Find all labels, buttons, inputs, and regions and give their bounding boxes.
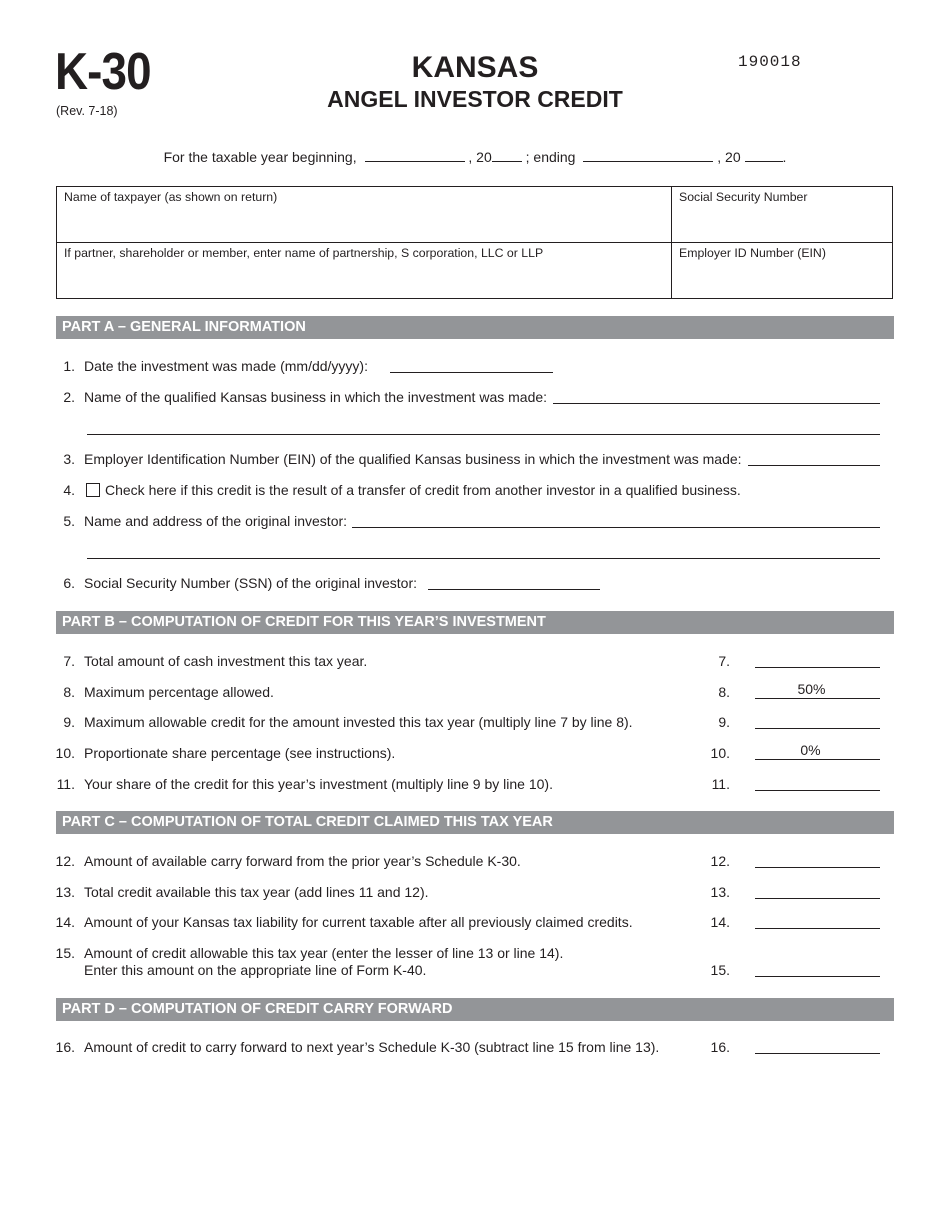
- line-16-ref: 16.: [710, 1039, 730, 1055]
- year-end-century: , 20: [717, 149, 741, 165]
- form-revision: (Rev. 7-18): [56, 104, 118, 118]
- line-number: 15.: [55, 945, 75, 961]
- line-15-field[interactable]: [755, 960, 880, 977]
- part-b-heading: PART B – COMPUTATION OF CREDIT FOR THIS YEAR’S INVESTMENT: [56, 611, 894, 634]
- line-6-label: Social Security Number (SSN) of the original investor:: [84, 575, 418, 591]
- line-number: 1.: [63, 358, 75, 374]
- line-11-field[interactable]: [755, 774, 880, 791]
- year-end-field[interactable]: [583, 149, 713, 162]
- ein-field[interactable]: [672, 243, 893, 299]
- line-7-field[interactable]: [755, 651, 880, 668]
- line-14-field[interactable]: [755, 912, 880, 929]
- line-13-label: Total credit available this tax year (add lines 11 and 12).: [84, 884, 429, 900]
- line-8-label: Maximum percentage allowed.: [84, 684, 274, 700]
- line-number: 10.: [55, 745, 75, 761]
- line-5-field-continued[interactable]: [87, 558, 880, 559]
- taxpayer-name-field[interactable]: [57, 187, 672, 243]
- line-12-field[interactable]: [755, 851, 880, 868]
- taxable-year-prefix: For the taxable year beginning,: [163, 149, 357, 165]
- line-10-field[interactable]: 0%: [755, 743, 880, 760]
- line-number: 4.: [63, 482, 75, 498]
- form-code: 190018: [738, 53, 802, 71]
- part-a-heading: PART A – GENERAL INFORMATION: [56, 316, 894, 339]
- year-ending-label: ; ending: [525, 149, 576, 165]
- line-16-label: Amount of credit to carry forward to next year’s Schedule K-30 (subtract line 15 from line 13).: [84, 1039, 660, 1055]
- line-6-field[interactable]: [428, 589, 600, 590]
- partnership-name-field[interactable]: [57, 243, 672, 299]
- line-13-field[interactable]: [755, 882, 880, 899]
- form-title: ANGEL INVESTOR CREDIT: [327, 86, 623, 112]
- year-period: .: [782, 149, 787, 165]
- ein-label: Employer ID Number (EIN): [679, 246, 826, 260]
- line-4-row: [86, 482, 741, 498]
- line-number: 5.: [63, 513, 75, 529]
- line-number: 12.: [55, 853, 75, 869]
- line-15-ref: 15.: [710, 962, 730, 978]
- transfer-checkbox[interactable]: [86, 483, 100, 497]
- line-12-label: Amount of available carry forward from the prior year’s Schedule K-30.: [84, 853, 521, 869]
- taxable-year-line: [0, 149, 950, 165]
- line-number: 6.: [63, 575, 75, 591]
- line-number: 2.: [63, 389, 75, 405]
- line-2-label: Name of the qualified Kansas business in which the investment was made:: [84, 389, 548, 405]
- line-number: 3.: [63, 451, 75, 467]
- line-number: 7.: [63, 653, 75, 669]
- line-number: 9.: [63, 714, 75, 730]
- year-begin-yy-field[interactable]: [492, 149, 522, 162]
- line-5-label: Name and address of the original investor:: [84, 513, 348, 529]
- line-8-ref: 8.: [718, 684, 730, 700]
- year-begin-field[interactable]: [365, 149, 465, 162]
- line-number: 13.: [55, 884, 75, 900]
- line-13-ref: 13.: [710, 884, 730, 900]
- part-d-heading: PART D – COMPUTATION OF CREDIT CARRY FORWARD: [56, 998, 894, 1021]
- taxpayer-name-label: Name of taxpayer (as shown on return): [64, 190, 278, 204]
- ssn-field[interactable]: [672, 187, 893, 243]
- taxpayer-info-box: [56, 186, 893, 299]
- line-7-label: Total amount of cash investment this tax year.: [84, 653, 368, 669]
- line-1-label: Date the investment was made (mm/dd/yyyy):: [84, 358, 368, 374]
- form-number: K-30: [55, 43, 151, 101]
- line-7-ref: 7.: [718, 653, 730, 669]
- line-4-label: Check here if this credit is the result of a transfer of credit from another investor in a qualified business.: [105, 482, 741, 498]
- line-number: 14.: [55, 914, 75, 930]
- ssn-label: Social Security Number: [679, 190, 808, 204]
- year-begin-century: , 20: [468, 149, 492, 165]
- line-1-field[interactable]: [390, 372, 553, 373]
- line-2-field-continued[interactable]: [87, 434, 880, 435]
- line-9-field[interactable]: [755, 712, 880, 729]
- line-number: 16.: [55, 1039, 75, 1055]
- line-number: 8.: [63, 684, 75, 700]
- line-3-field[interactable]: [748, 465, 880, 466]
- line-15-label: Amount of credit allowable this tax year (enter the lesser of line 13 or line 14).: [84, 945, 564, 961]
- line-8-field[interactable]: 50%: [755, 682, 880, 699]
- year-end-yy-field[interactable]: [745, 149, 783, 162]
- line-5-field[interactable]: [352, 527, 880, 528]
- line-11-ref: 11.: [711, 776, 730, 792]
- part-c-heading: PART C – COMPUTATION OF TOTAL CREDIT CLAIMED THIS TAX YEAR: [56, 811, 894, 834]
- line-10-ref: 10.: [710, 745, 730, 761]
- line-12-ref: 12.: [710, 853, 730, 869]
- line-9-label: Maximum allowable credit for the amount invested this tax year (multiply line 7 by line 8).: [84, 714, 633, 730]
- line-16-field[interactable]: [755, 1037, 880, 1054]
- line-14-ref: 14.: [710, 914, 730, 930]
- form-title-state: KANSAS: [411, 51, 539, 84]
- line-10-label: Proportionate share percentage (see instructions).: [84, 745, 396, 761]
- line-2-field[interactable]: [553, 403, 880, 404]
- partnership-name-label: If partner, shareholder or member, enter name of partnership, S corporation, LLC or LLP: [64, 246, 544, 260]
- line-3-label: Employer Identification Number (EIN) of the qualified Kansas business in which the investment was made:: [84, 451, 742, 467]
- line-14-label: Amount of your Kansas tax liability for current taxable after all previously claimed credits.: [84, 914, 633, 930]
- line-number: 11.: [56, 776, 75, 792]
- line-11-label: Your share of the credit for this year’s investment (multiply line 9 by line 10).: [84, 776, 553, 792]
- line-9-ref: 9.: [718, 714, 730, 730]
- line-15-label-continued: Enter this amount on the appropriate line of Form K-40.: [84, 962, 427, 978]
